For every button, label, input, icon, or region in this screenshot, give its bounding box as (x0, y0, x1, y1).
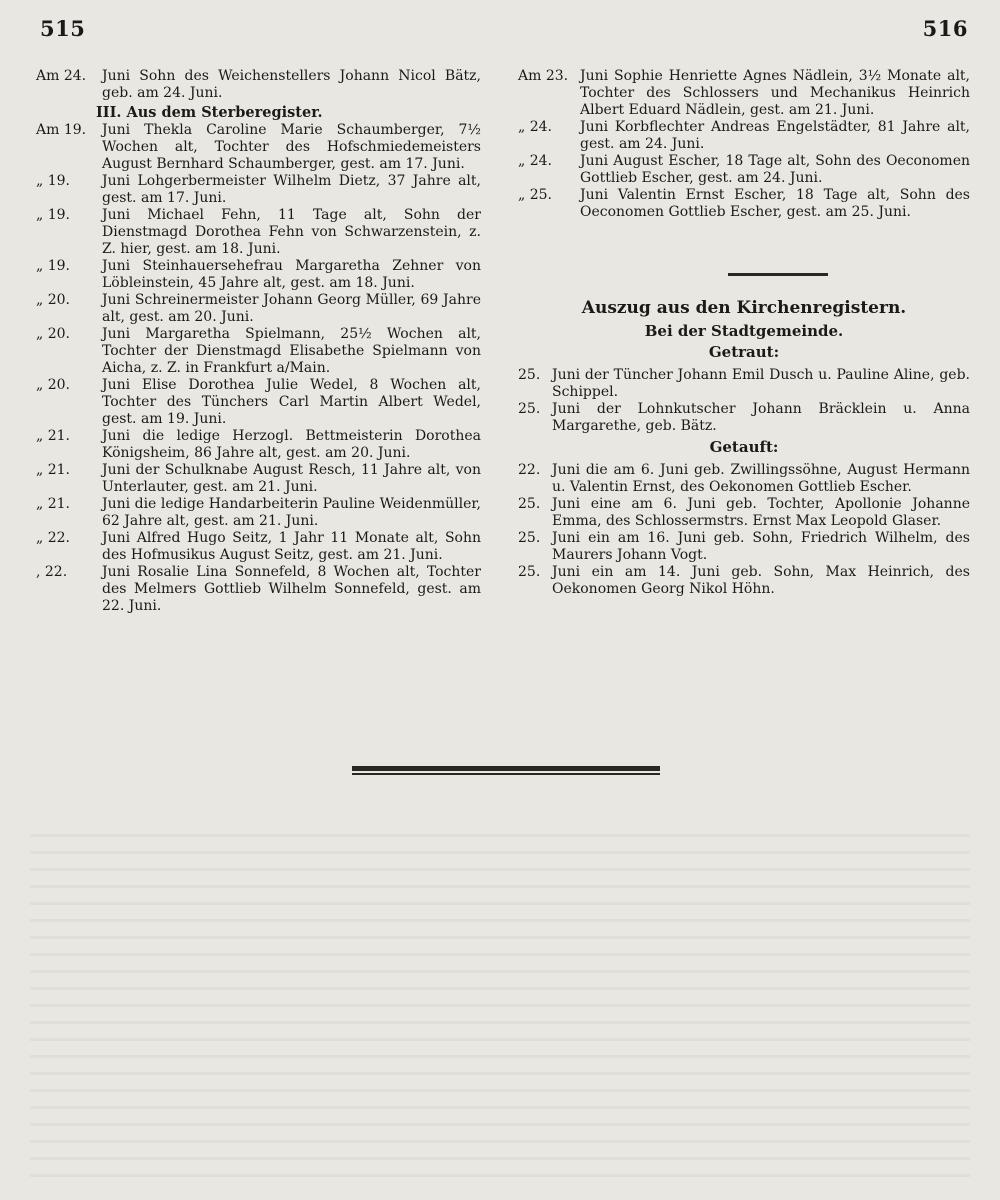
church-register-heading: Auszug aus den Kirchenregistern. (581, 298, 907, 318)
entry-text: Juni eine am 6. Juni geb. Tochter, Apollonie Johanne Emma, des Schlossermstrs. Ernst Max Leopold Glaser. (552, 496, 970, 529)
entry-text: Juni der Tüncher Johann Emil Dusch u. Pauline Aline, geb. Schippel. (552, 367, 970, 400)
death-entry (518, 153, 970, 187)
entry-date: „ 21. (36, 462, 70, 478)
town-parish-heading: Bei der Stadtgemeinde. (644, 322, 844, 340)
death-entry (518, 119, 970, 153)
entry-text: Juni die ledige Handarbeiterin Pauline Weidenmüller, 62 Jahre alt, gest. am 21. Juni. (102, 496, 481, 529)
entry-date: „ 21. (36, 496, 70, 512)
entry-text: Juni Rosalie Lina Sonnefeld, 8 Wochen alt, Tochter des Melmers Gottlieb Wilhelm Sonnefeld, gest. am 22. Juni. (102, 564, 481, 614)
death-entry (518, 68, 970, 119)
baptized-list (518, 462, 970, 598)
right-column (518, 68, 970, 598)
death-entry (36, 326, 481, 377)
entry-date: 25. (518, 564, 541, 580)
entry-text: Juni Margaretha Spielmann, 25½ Wochen alt, Tochter der Dienstmagd Elisabethe Spielmann von Aicha, z. Z. in Frankfurt a/Main. (102, 326, 481, 376)
entry-date: „ 19. (36, 258, 70, 274)
entry-date: „ 24. (518, 119, 552, 135)
register-item (518, 401, 970, 435)
entry-date: „ 21. (36, 428, 70, 444)
entry-date: „ 25. (518, 187, 552, 203)
entry-text: Juni Thekla Caroline Marie Schaumberger, 7½ Wochen alt, Tochter des Hofschmiedemeisters August Bernhard Schaumberger, gest. am 17. Juni. (102, 122, 481, 172)
death-entry (36, 428, 481, 462)
entry-text: Juni ein am 16. Juni geb. Sohn, Friedrich Wilhelm, des Maurers Johann Vogt. (552, 530, 970, 563)
baptized-heading: Getauft: (709, 438, 779, 456)
entry-date: Am 19. (36, 122, 87, 138)
entry-date: , 22. (36, 564, 68, 580)
entry-date: 25. (518, 401, 541, 417)
entry-date: „ 19. (36, 207, 70, 223)
register-item (518, 496, 970, 530)
death-entries (36, 122, 481, 615)
page-number-right: 516 (922, 16, 968, 41)
entry-date: „ 22. (36, 530, 70, 546)
entry-text: Juni Elise Dorothea Julie Wedel, 8 Wochen alt, Tochter des Tünchers Carl Martin Albert Wedel, gest. am 19. Juni. (102, 377, 481, 427)
death-entry (36, 377, 481, 428)
entry-date: „ 20. (36, 326, 70, 342)
entry-date: Am 23. (518, 68, 569, 84)
entry-text: Juni Schreinermeister Johann Georg Müller, 69 Jahre alt, gest. am 20. Juni. (102, 292, 481, 325)
entry-date: 25. (518, 530, 541, 546)
entry-text: Juni der Lohnkutscher Johann Bräcklein u. Anna Margarethe, geb. Bätz. (552, 401, 970, 434)
register-item (518, 462, 970, 496)
entry-date: „ 20. (36, 377, 70, 393)
entry-text: Juni Michael Fehn, 11 Tage alt, Sohn der Dienstmagd Dorothea Fehn von Schwarzenstein, z. Z. hier, gest. am 18. Juni. (102, 207, 481, 257)
death-entry (36, 173, 481, 207)
entry-text: Juni die am 6. Juni geb. Zwillingssöhne, August Hermann u. Valentin Ernst, des Oekonomen Gottlieb Escher. (552, 462, 970, 495)
birth-entry (36, 68, 481, 102)
entry-text: Juni Steinhauersehefrau Margaretha Zehner von Löbleinstein, 45 Jahre alt, gest. am 18. Juni. (102, 258, 481, 291)
married-list (518, 367, 970, 435)
entry-text: Juni Korbflechter Andreas Engelstädter, 81 Jahre alt, gest. am 24. Juni. (580, 119, 970, 152)
married-heading: Getraut: (708, 343, 780, 361)
entry-text: Juni Valentin Ernst Escher, 18 Tage alt, Sohn des Oeconomen Gottlieb Escher, gest. am 25. Juni. (580, 187, 970, 220)
register-item (518, 564, 970, 598)
death-entry (36, 564, 481, 615)
death-entry (36, 292, 481, 326)
death-entry (36, 530, 481, 564)
entry-text: Juni der Schulknabe August Resch, 11 Jahre alt, von Unterlauter, gest. am 21. Juni. (102, 462, 481, 495)
show-through-area (30, 820, 970, 1180)
page-number-left: 515 (40, 16, 86, 41)
entry-text: Juni ein am 14. Juni geb. Sohn, Max Heinrich, des Oekonomen Georg Nikol Höhn. (552, 564, 970, 597)
entry-date: 22. (518, 462, 541, 478)
register-item (518, 367, 970, 401)
death-entry (36, 207, 481, 258)
entry-date: 25. (518, 367, 541, 383)
entry-text: Juni August Escher, 18 Tage alt, Sohn des Oeconomen Gottlieb Escher, gest. am 24. Juni. (580, 153, 970, 186)
register-item (518, 530, 970, 564)
entry-date: 25. (518, 496, 541, 512)
death-entry (36, 462, 481, 496)
death-entries-continued (518, 68, 970, 221)
death-entry (36, 122, 481, 173)
death-entry (36, 496, 481, 530)
section-divider (728, 273, 828, 276)
entry-date: Am 24. (36, 68, 87, 84)
entry-date: „ 24. (518, 153, 552, 169)
death-register-heading: III. Aus dem Sterberegister. (96, 104, 323, 121)
entry-date: „ 19. (36, 173, 70, 189)
entry-text: Juni die ledige Herzogl. Bettmeisterin Dorothea Königsheim, 86 Jahre alt, gest. am 20. Juni. (102, 428, 481, 461)
death-entry (36, 258, 481, 292)
entry-text: Juni Alfred Hugo Seitz, 1 Jahr 11 Monate alt, Sohn des Hofmusikus August Seitz, gest. am 21. Juni. (102, 530, 481, 563)
entry-date: „ 20. (36, 292, 70, 308)
death-entry (518, 187, 970, 221)
closing-double-rule (352, 766, 660, 771)
entry-text: Juni Sophie Henriette Agnes Nädlein, 3½ Monate alt, Tochter des Schlossers und Mechanikus Heinrich Albert Eduard Nädlein, gest. am 21. Juni. (580, 68, 970, 118)
entry-text: Juni Sohn des Weichenstellers Johann Nicol Bätz, geb. am 24. Juni. (102, 68, 481, 101)
entry-text: Juni Lohgerbermeister Wilhelm Dietz, 37 Jahre alt, gest. am 17. Juni. (102, 173, 481, 206)
left-column (36, 68, 481, 615)
